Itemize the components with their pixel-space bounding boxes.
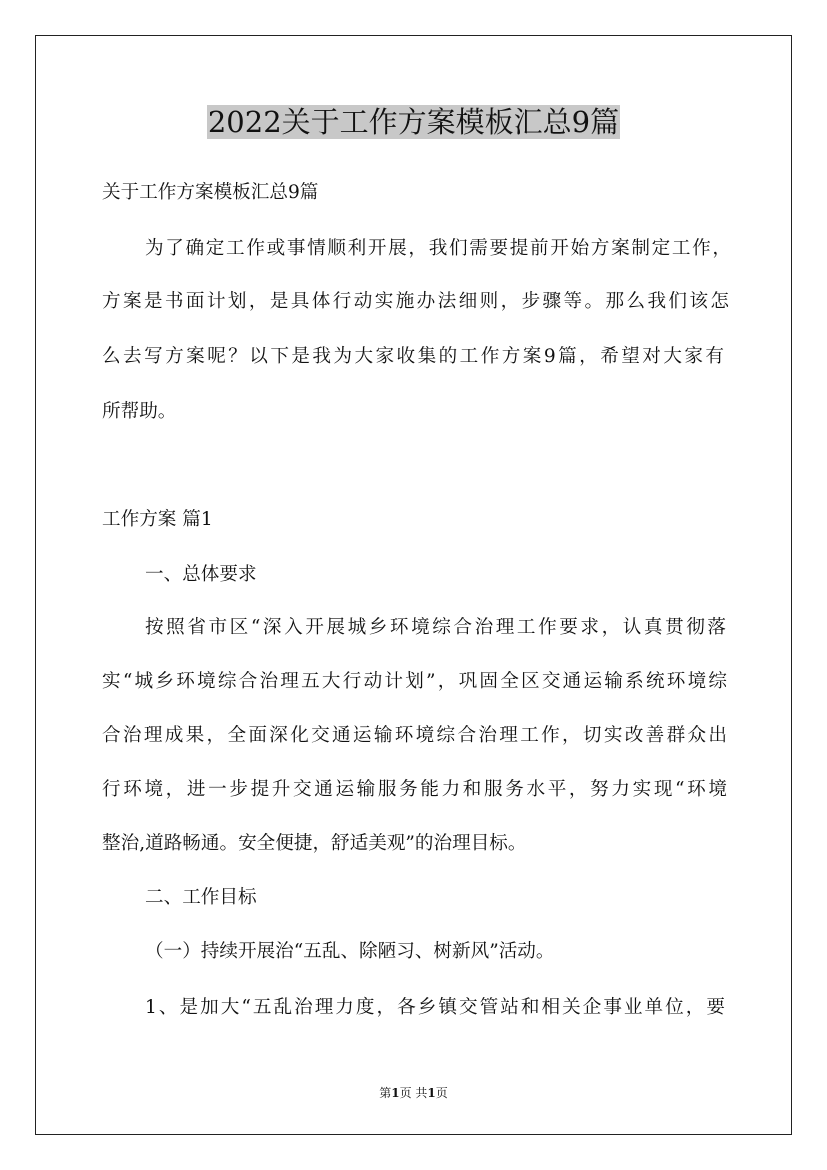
paragraph-line: 实“城乡环境综合治理五大行动计划”，巩固全区交通运输系统环境综 — [102, 671, 727, 692]
subtitle-line: 关于工作方案模板汇总9篇 — [102, 182, 319, 203]
paragraph-line: 为了确定工作或事情顺利开展，我们需要提前开始方案制定工作， — [145, 238, 731, 259]
document-title — [0, 100, 827, 144]
paragraph-line: 么去写方案呢？以下是我为大家收集的工作方案9篇，希望对大家有 — [102, 346, 724, 367]
paragraph-line: 行环境，进一步提升交通运输服务能力和服务水平，努力实现“环境 — [102, 779, 727, 800]
paragraph-line: 整治,道路畅通。安全便捷，舒适美观”的治理目标。 — [102, 833, 527, 854]
item-heading: （一）持续开展治“五乱、除陋习、树新风”活动。 — [145, 941, 555, 962]
section-heading: 工作方案 篇1 — [102, 509, 213, 530]
page-footer: 第1页 共1页 — [379, 1086, 448, 1100]
paragraph-line: 按照省市区“深入开展城乡环境综合治理工作要求，认真贯彻落 — [145, 617, 726, 638]
current-page-number: 1 — [391, 1086, 400, 1100]
total-page-number: 1 — [427, 1086, 436, 1100]
paragraph-line: 方案是书面计划，是具体行动实施办法细则，步骤等。那么我们该怎 — [102, 291, 729, 312]
paragraph-line: 1、是加大“五乱治理力度，各乡镇交管站和相关企事业单位，要 — [145, 997, 725, 1018]
subsection-heading: 一、总体要求 — [145, 564, 257, 585]
subsection-heading: 二、工作目标 — [145, 887, 257, 908]
document-title-text: 2022关于工作方案模板汇总9篇 — [207, 105, 620, 139]
paragraph-line: 所帮助。 — [102, 401, 177, 422]
paragraph-line: 合治理成果，全面深化交通运输环境综合治理工作，切实改善群众出 — [102, 725, 727, 746]
